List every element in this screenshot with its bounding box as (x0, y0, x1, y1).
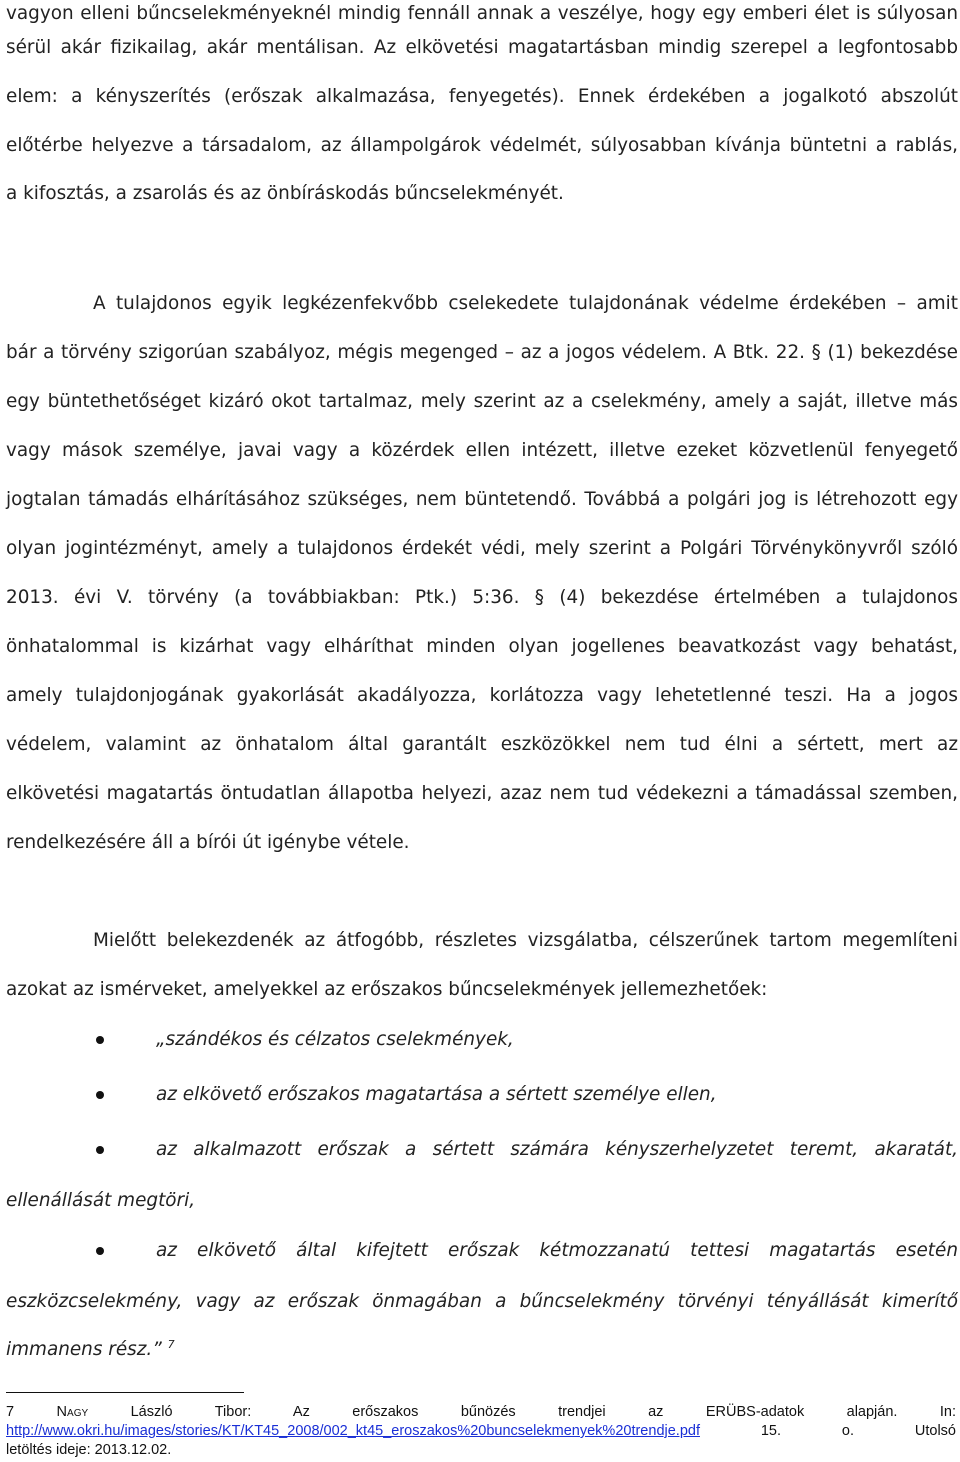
text-line: egy büntethetőséget kizáró okot tartalmaz, mely szerint az a cselekmény, amely a saját, illetve más (6, 391, 958, 412)
footnote-author-surname: Nagy (56, 1404, 89, 1420)
text-line: a kifosztás, a zsarolás és az önbíráskodás bűncselekményét. (6, 183, 564, 204)
footnote-source-link[interactable]: http://www.okri.hu/images/stories/KT/KT45_2008/002_kt45_eroszakos%20buncselekmenyek%20trendje.pdf (6, 1423, 700, 1439)
list-item-text (6, 1336, 175, 1364)
text-line: vagyon elleni bűncselekményeknél mindig fennáll annak a veszélye, hogy egy emberi élet is súlyosan (6, 3, 958, 24)
footnote-separator (6, 1392, 244, 1393)
footnote-page-abbrev: o. (841, 1423, 854, 1439)
list-item-text: az alkalmazott erőszak a sértett számára kényszerhelyzetet teremt, akaratát, (156, 1139, 958, 1160)
text-line: elkövetési magatartás öntudatlan állapotba helyezi, azaz nem tud védekezni a támadással szemben, (6, 783, 958, 804)
footnote-reference[interactable]: 7 (167, 1337, 175, 1351)
bullet-icon (96, 1146, 104, 1154)
footnote-line (6, 1402, 956, 1422)
text-line: sérül akár fizikailag, akár mentálisan. Az elkövetési magatartásban mindig szerepel a legfontosabb (6, 37, 958, 58)
footnote-number: 7 (6, 1404, 15, 1420)
text-line: rendelkezésére áll a bírói út igénybe vétele. (6, 832, 410, 853)
text-line: önhatalommal is kizárhat vagy elháríthat minden olyan jogellenes beavatkozást vagy behatást, (6, 636, 958, 657)
footnote-line: letöltés ideje: 2013.12.02. (6, 1442, 172, 1458)
text-line: védelem, valamint az önhatalom által garantált eszközökkel nem tud élni a sértett, mert az (6, 734, 958, 755)
text-line: olyan jogintézményt, amely a tulajdonos érdekét védi, mely szerint a Polgári Törvénykönyvről szóló (6, 538, 958, 559)
footnote-line (6, 1421, 956, 1441)
footnote-last-word: Utolsó (914, 1423, 956, 1439)
list-item-text: az elkövető által kifejtett erőszak kétmozzanatú tettesi magatartás esetén (156, 1240, 958, 1261)
text-line: A tulajdonos egyik legkézenfekvőbb cselekedete tulajdonának védelme érdekében – amit (93, 293, 958, 314)
footnote-citation: László Tibor: Az erőszakos bűnözés trendjei az ERÜBS-adatok alapján. In: (130, 1404, 957, 1420)
text-line: Mielőtt belekezdenék az átfogóbb, részletes vizsgálatba, célszerűnek tartom megemlíteni (93, 930, 958, 951)
text-line: jogtalan támadás elhárításához szükséges, nem büntetendő. Továbbá a polgári jog is létrehozott egy (6, 489, 958, 510)
text-line: 2013. évi V. törvény (a továbbiakban: Ptk.) 5:36. § (4) bekezdése értelmében a tulajdonos (6, 587, 958, 608)
footnote-page-number: 15. (760, 1423, 782, 1439)
list-item-text: eszközcselekmény, vagy az erőszak önmagában a bűncselekmény törvényi tényállását kimerítő (6, 1291, 958, 1312)
bullet-icon (96, 1036, 104, 1044)
text-line: azokat az ismérveket, amelyekkel az erőszakos bűncselekmények jellemezhetőek: (6, 979, 768, 1000)
quote-end-text: immanens rész.” (6, 1339, 162, 1360)
text-line: elem: a kényszerítés (erőszak alkalmazása, fenyegetés). Ennek érdekében a jogalkotó abszolút (6, 86, 958, 107)
list-item-text: ellenállását megtöri, (6, 1190, 196, 1211)
list-item-text: az elkövető erőszakos magatartása a sértett személye ellen, (156, 1084, 717, 1105)
bullet-icon (96, 1247, 104, 1255)
bullet-icon (96, 1091, 104, 1099)
text-line: előtérbe helyezve a társadalom, az állampolgárok védelmét, súlyosabban kívánja büntetni a rablás, (6, 135, 958, 156)
text-line: bár a törvény szigorúan szabályoz, mégis megenged – az a jogos védelem. A Btk. 22. § (1) bekezdése (6, 342, 958, 363)
text-line: amely tulajdonjogának gyakorlását akadályozza, korlátozza vagy lehetetlenné teszi. Ha a jogos (6, 685, 958, 706)
list-item-text: „szándékos és célzatos cselekmények, (156, 1029, 514, 1050)
text-line: vagy mások személye, javai vagy a közérdek ellen intézett, illetve ezeket közvetlenül fenyegető (6, 440, 958, 461)
